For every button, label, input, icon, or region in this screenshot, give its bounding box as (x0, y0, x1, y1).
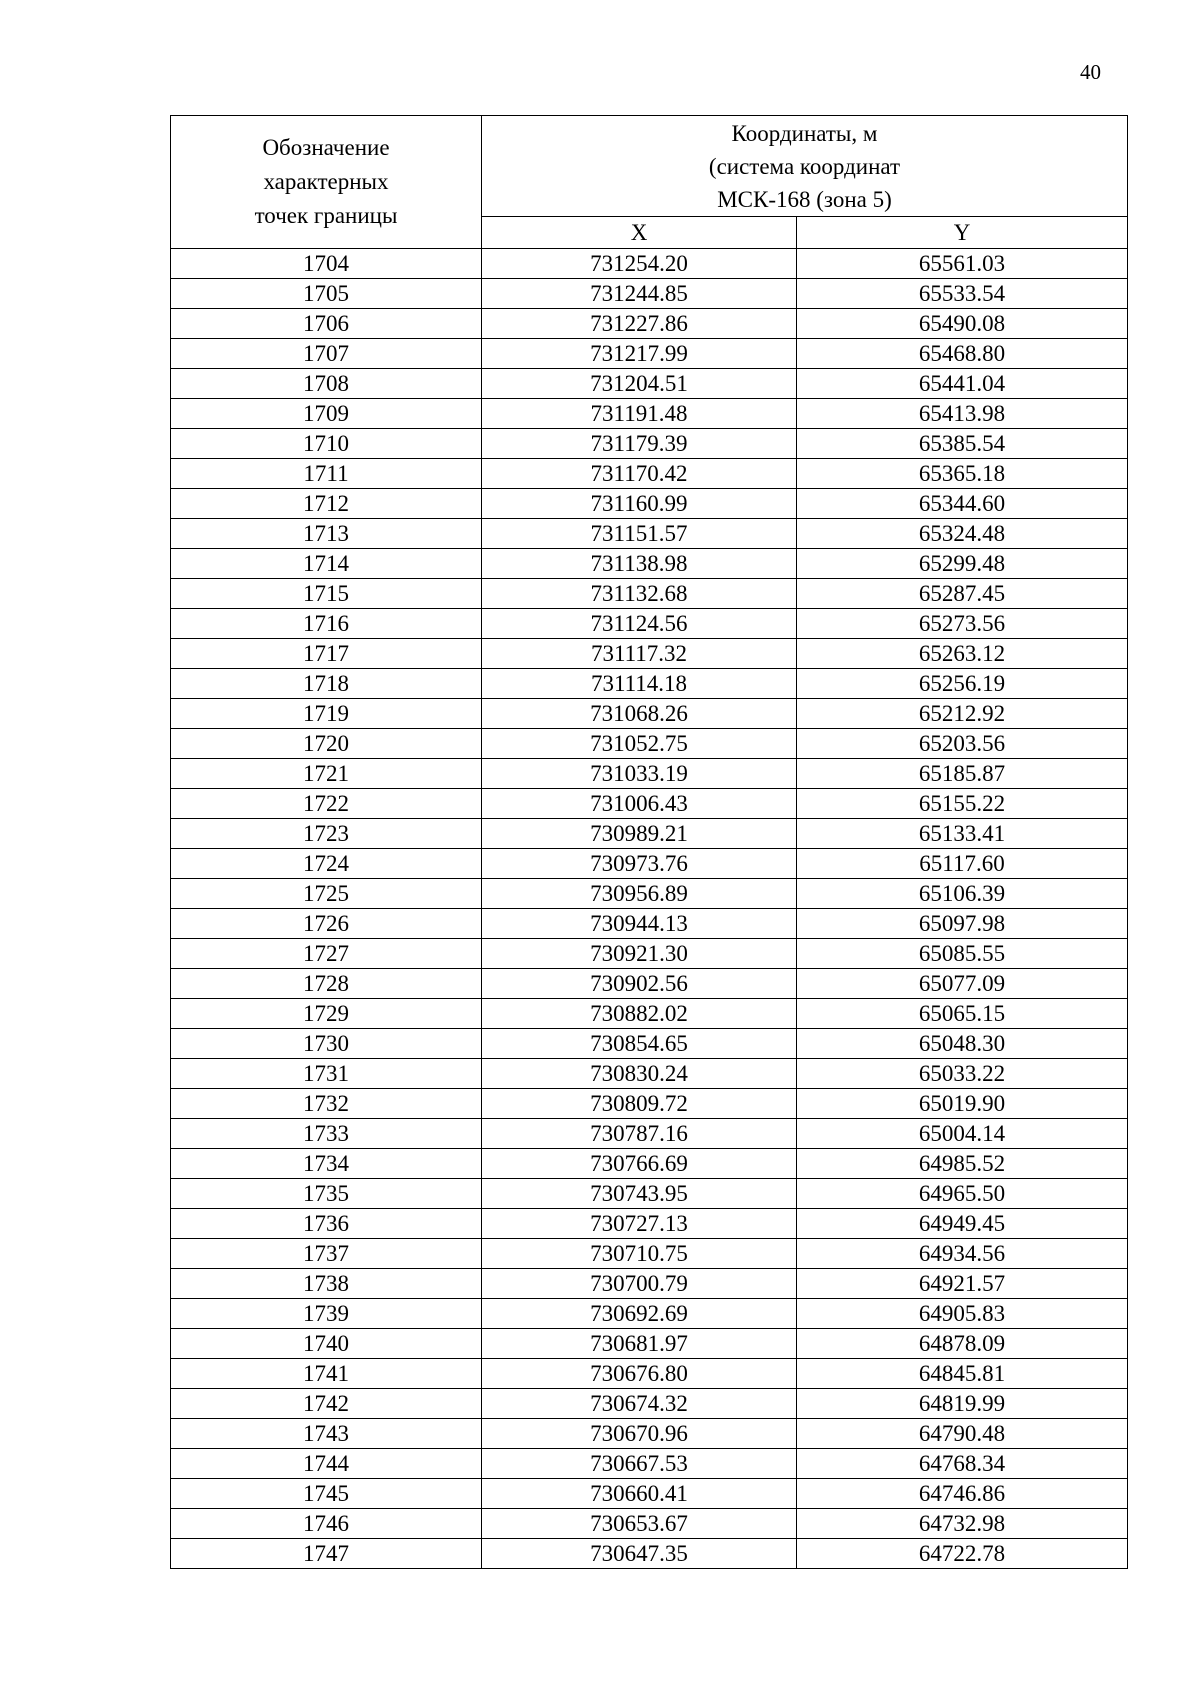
x-cell: 731170.42 (482, 459, 797, 489)
y-cell: 64790.48 (797, 1419, 1128, 1449)
point-cell: 1718 (171, 669, 482, 699)
coordinates-table (170, 115, 1128, 1569)
table-row (171, 1419, 1128, 1449)
table-row (171, 339, 1128, 369)
table-body (171, 249, 1128, 1569)
x-cell: 730660.41 (482, 1479, 797, 1509)
y-cell: 65185.87 (797, 759, 1128, 789)
y-cell: 65004.14 (797, 1119, 1128, 1149)
x-cell: 730710.75 (482, 1239, 797, 1269)
y-cell: 65533.54 (797, 279, 1128, 309)
x-cell: 731068.26 (482, 699, 797, 729)
table-row (171, 1059, 1128, 1089)
y-cell: 65490.08 (797, 309, 1128, 339)
x-cell: 730830.24 (482, 1059, 797, 1089)
y-cell: 64746.86 (797, 1479, 1128, 1509)
table-row (171, 1119, 1128, 1149)
table-row (171, 369, 1128, 399)
table-row (171, 399, 1128, 429)
table-row (171, 729, 1128, 759)
x-cell: 730676.80 (482, 1359, 797, 1389)
coords-header-line: МСК-168 (зона 5) (717, 186, 892, 212)
x-cell: 730692.69 (482, 1299, 797, 1329)
x-cell: 731244.85 (482, 279, 797, 309)
y-cell: 64878.09 (797, 1329, 1128, 1359)
point-cell: 1733 (171, 1119, 482, 1149)
point-cell: 1726 (171, 909, 482, 939)
x-cell: 731117.32 (482, 639, 797, 669)
point-cell: 1711 (171, 459, 482, 489)
point-cell: 1725 (171, 879, 482, 909)
point-cell: 1729 (171, 999, 482, 1029)
point-cell: 1724 (171, 849, 482, 879)
point-cell: 1732 (171, 1089, 482, 1119)
x-cell: 730670.96 (482, 1419, 797, 1449)
point-cell: 1721 (171, 759, 482, 789)
y-cell: 65299.48 (797, 549, 1128, 579)
point-cell: 1714 (171, 549, 482, 579)
x-cell: 730809.72 (482, 1089, 797, 1119)
table-row (171, 1449, 1128, 1479)
point-cell: 1739 (171, 1299, 482, 1329)
point-cell: 1715 (171, 579, 482, 609)
point-cell: 1731 (171, 1059, 482, 1089)
y-cell: 65212.92 (797, 699, 1128, 729)
x-cell: 731160.99 (482, 489, 797, 519)
y-cell: 64768.34 (797, 1449, 1128, 1479)
x-cell: 731006.43 (482, 789, 797, 819)
y-cell: 65155.22 (797, 789, 1128, 819)
point-cell: 1741 (171, 1359, 482, 1389)
x-cell: 730700.79 (482, 1269, 797, 1299)
table-row (171, 279, 1128, 309)
y-cell: 65117.60 (797, 849, 1128, 879)
x-cell: 731114.18 (482, 669, 797, 699)
x-cell: 730921.30 (482, 939, 797, 969)
y-column-header: Y (797, 217, 1128, 249)
y-cell: 64722.78 (797, 1539, 1128, 1569)
point-cell: 1728 (171, 969, 482, 999)
table-row (171, 819, 1128, 849)
y-cell: 65273.56 (797, 609, 1128, 639)
x-cell: 731052.75 (482, 729, 797, 759)
table-row (171, 759, 1128, 789)
point-cell: 1745 (171, 1479, 482, 1509)
y-cell: 65561.03 (797, 249, 1128, 279)
table-row (171, 1179, 1128, 1209)
coords-header-line: (система координат (708, 153, 901, 179)
y-cell: 65365.18 (797, 459, 1128, 489)
table-row (171, 429, 1128, 459)
x-cell: 730647.35 (482, 1539, 797, 1569)
y-cell: 64905.83 (797, 1299, 1128, 1329)
x-cell: 731217.99 (482, 339, 797, 369)
x-cell: 731132.68 (482, 579, 797, 609)
point-cell: 1746 (171, 1509, 482, 1539)
point-cell: 1719 (171, 699, 482, 729)
point-cell: 1704 (171, 249, 482, 279)
point-cell: 1706 (171, 309, 482, 339)
point-cell: 1742 (171, 1389, 482, 1419)
x-cell: 730944.13 (482, 909, 797, 939)
point-cell: 1707 (171, 339, 482, 369)
point-cell: 1737 (171, 1239, 482, 1269)
table-row (171, 1299, 1128, 1329)
y-cell: 64949.45 (797, 1209, 1128, 1239)
point-cell: 1735 (171, 1179, 482, 1209)
coords-header-line: Координаты, м (731, 120, 878, 146)
table-row (171, 999, 1128, 1029)
y-cell: 65085.55 (797, 939, 1128, 969)
x-cell: 730674.32 (482, 1389, 797, 1419)
point-cell: 1723 (171, 819, 482, 849)
x-cell: 730989.21 (482, 819, 797, 849)
x-cell: 730727.13 (482, 1209, 797, 1239)
table-row (171, 1329, 1128, 1359)
y-cell: 64819.99 (797, 1389, 1128, 1419)
y-cell: 64934.56 (797, 1239, 1128, 1269)
table-row (171, 609, 1128, 639)
x-cell: 731179.39 (482, 429, 797, 459)
x-cell: 730681.97 (482, 1329, 797, 1359)
y-cell: 65106.39 (797, 879, 1128, 909)
y-cell: 65324.48 (797, 519, 1128, 549)
y-cell: 65033.22 (797, 1059, 1128, 1089)
point-cell: 1720 (171, 729, 482, 759)
table-row (171, 1149, 1128, 1179)
table-row (171, 879, 1128, 909)
y-cell: 65133.41 (797, 819, 1128, 849)
table-row (171, 1239, 1128, 1269)
table-row (171, 639, 1128, 669)
point-cell: 1744 (171, 1449, 482, 1479)
point-cell: 1747 (171, 1539, 482, 1569)
x-cell: 731191.48 (482, 399, 797, 429)
x-cell: 730854.65 (482, 1029, 797, 1059)
table-row (171, 1479, 1128, 1509)
x-cell: 730787.16 (482, 1119, 797, 1149)
y-cell: 65203.56 (797, 729, 1128, 759)
y-cell: 65413.98 (797, 399, 1128, 429)
table-row (171, 969, 1128, 999)
x-cell: 730882.02 (482, 999, 797, 1029)
y-cell: 65019.90 (797, 1089, 1128, 1119)
y-cell: 64845.81 (797, 1359, 1128, 1389)
x-cell: 730743.95 (482, 1179, 797, 1209)
point-cell: 1730 (171, 1029, 482, 1059)
table-row (171, 249, 1128, 279)
table-row (171, 849, 1128, 879)
point-header-line: точек границы (254, 203, 398, 228)
table-row (171, 1089, 1128, 1119)
table-row (171, 699, 1128, 729)
y-cell: 65065.15 (797, 999, 1128, 1029)
x-cell: 730902.56 (482, 969, 797, 999)
x-column-header: X (482, 217, 797, 249)
point-header-line: характерных (263, 169, 389, 194)
table-row (171, 519, 1128, 549)
table-row (171, 1209, 1128, 1239)
y-cell: 65287.45 (797, 579, 1128, 609)
point-cell: 1717 (171, 639, 482, 669)
point-cell: 1713 (171, 519, 482, 549)
table-row (171, 1029, 1128, 1059)
table-header (171, 116, 1128, 249)
page-number: 40 (1080, 60, 1101, 84)
x-cell: 730653.67 (482, 1509, 797, 1539)
y-cell: 65385.54 (797, 429, 1128, 459)
table-row (171, 1269, 1128, 1299)
y-cell: 64921.57 (797, 1269, 1128, 1299)
y-cell: 65441.04 (797, 369, 1128, 399)
point-cell: 1712 (171, 489, 482, 519)
table-row (171, 939, 1128, 969)
point-cell: 1736 (171, 1209, 482, 1239)
x-cell: 731138.98 (482, 549, 797, 579)
x-cell: 731151.57 (482, 519, 797, 549)
point-cell: 1734 (171, 1149, 482, 1179)
y-cell: 65097.98 (797, 909, 1128, 939)
table-row (171, 1359, 1128, 1389)
point-cell: 1709 (171, 399, 482, 429)
x-cell: 730667.53 (482, 1449, 797, 1479)
table-row (171, 549, 1128, 579)
y-cell: 65048.30 (797, 1029, 1128, 1059)
point-cell: 1722 (171, 789, 482, 819)
x-cell: 730766.69 (482, 1149, 797, 1179)
table-row (171, 1389, 1128, 1419)
point-column-header (171, 116, 482, 249)
y-cell: 65263.12 (797, 639, 1128, 669)
table-row (171, 309, 1128, 339)
point-cell: 1727 (171, 939, 482, 969)
point-cell: 1710 (171, 429, 482, 459)
point-cell: 1740 (171, 1329, 482, 1359)
y-cell: 65256.19 (797, 669, 1128, 699)
table-row (171, 459, 1128, 489)
x-cell: 731254.20 (482, 249, 797, 279)
point-cell: 1716 (171, 609, 482, 639)
table-row (171, 909, 1128, 939)
table-row (171, 789, 1128, 819)
point-cell: 1705 (171, 279, 482, 309)
y-cell: 64965.50 (797, 1179, 1128, 1209)
y-cell: 65077.09 (797, 969, 1128, 999)
table-row (171, 1509, 1128, 1539)
point-cell: 1738 (171, 1269, 482, 1299)
x-cell: 730956.89 (482, 879, 797, 909)
x-cell: 731124.56 (482, 609, 797, 639)
x-cell: 731227.86 (482, 309, 797, 339)
table-row (171, 1539, 1128, 1569)
y-cell: 64985.52 (797, 1149, 1128, 1179)
y-cell: 65468.80 (797, 339, 1128, 369)
x-cell: 731033.19 (482, 759, 797, 789)
y-cell: 64732.98 (797, 1509, 1128, 1539)
point-cell: 1743 (171, 1419, 482, 1449)
table-row (171, 579, 1128, 609)
x-cell: 731204.51 (482, 369, 797, 399)
table-row (171, 669, 1128, 699)
point-cell: 1708 (171, 369, 482, 399)
point-header-line: Обозначение (262, 135, 390, 160)
x-cell: 730973.76 (482, 849, 797, 879)
table-row (171, 489, 1128, 519)
coordinates-group-header (482, 116, 1128, 217)
y-cell: 65344.60 (797, 489, 1128, 519)
